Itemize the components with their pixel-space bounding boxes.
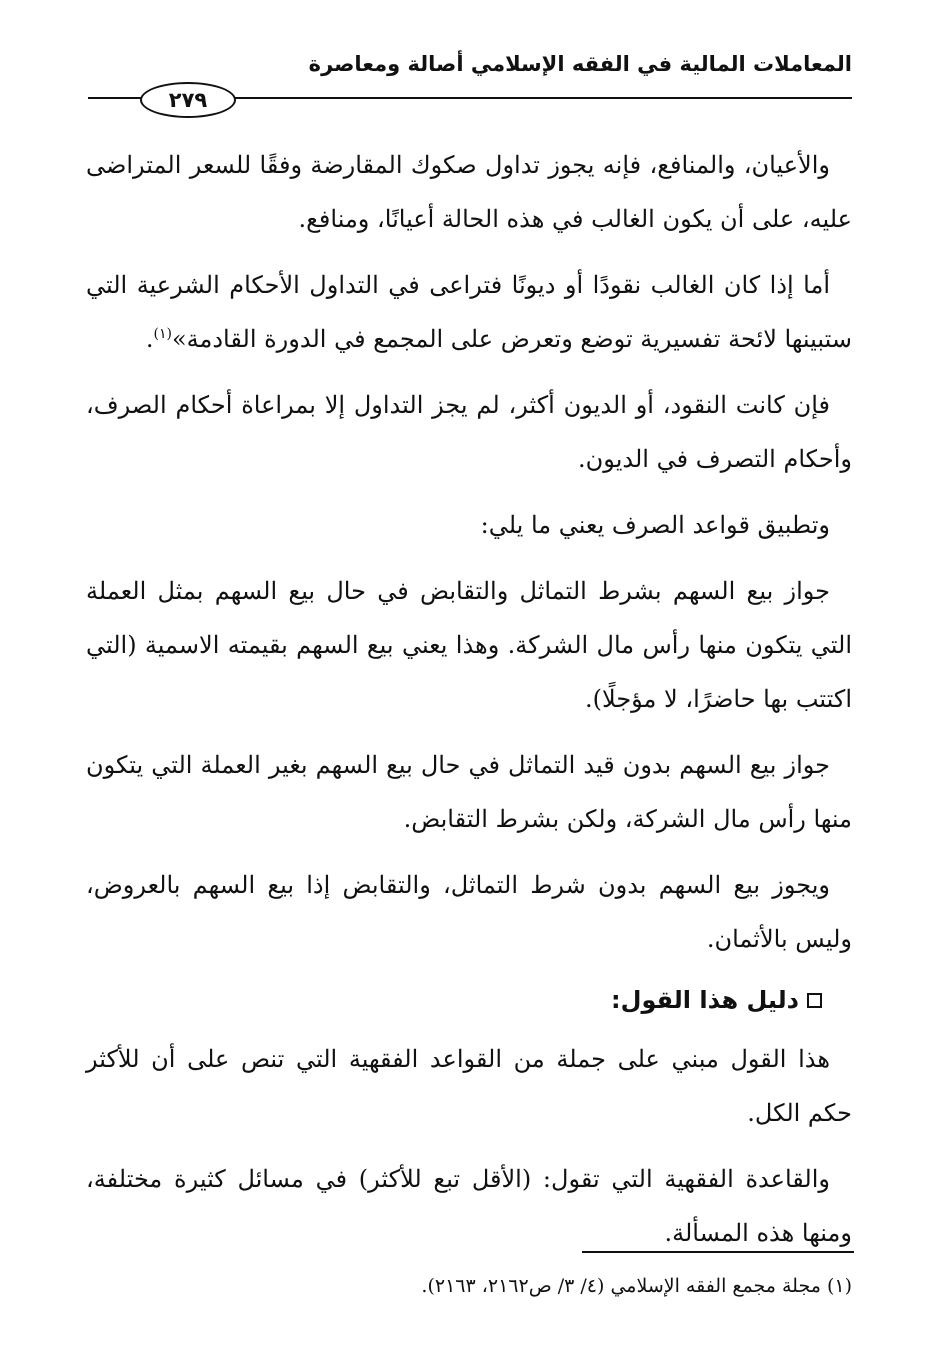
footnote-divider — [582, 1251, 854, 1253]
footnote-text: (١) مجلة مجمع الفقه الإسلامي (٤/ ٣/ ص٢١٦٢، ٢١٦٣). — [421, 1275, 852, 1297]
paragraph-5: جواز بيع السهم بشرط التماثل والتقابض في حال بيع السهم بمثل العملة التي يتكون منها رأس مال الشركة. وهذا يعني بيع السهم بقيمته الاسمية (التي اكتتب بها حاضرًا، لا مؤجلًا). — [86, 577, 852, 713]
running-header-title: المعاملات المالية في الفقه الإسلامي أصالة ومعاصرة — [308, 52, 852, 76]
square-bullet-icon — [807, 993, 822, 1008]
paragraph-2-end: . — [145, 325, 154, 353]
paragraph-4: وتطبيق قواعد الصرف يعني ما يلي: — [480, 511, 830, 539]
paragraph-1: والأعيان، والمنافع، فإنه يجوز تداول صكوك المقارضة وفقًا للسعر المتراضى عليه، على أن يكون الغالب في هذه الحالة أعيانًا، ومنافع. — [86, 151, 852, 233]
section-heading-text: دليل هذا القول: — [611, 986, 799, 1014]
paragraph-7: ويجوز بيع السهم بدون شرط التماثل، والتقابض إذا بيع السهم بالعروض، وليس بالأثمان. — [86, 871, 852, 953]
main-text — [86, 138, 852, 1272]
section-heading — [86, 978, 852, 1022]
paragraph-2 — [86, 258, 852, 366]
paragraph-3: فإن كانت النقود، أو الديون أكثر، لم يجز التداول إلا بمراعاة أحكام الصرف، وأحكام التصرف في الديون. — [86, 391, 852, 473]
paragraph-8: هذا القول مبني على جملة من القواعد الفقهية التي تنص على أن للأكثر حكم الكل. — [86, 1045, 852, 1127]
paragraph-6: جواز بيع السهم بدون قيد التماثل في حال بيع السهم بغير العملة التي يتكون منها رأس مال الشركة، ولكن بشرط التقابض. — [86, 751, 852, 833]
page-number-badge: ٢٧٩ — [140, 82, 236, 118]
paragraph-9: والقاعدة الفقهية التي تقول: (الأقل تبع للأكثر) في مسائل كثيرة مختلفة، ومنها هذه المسألة. — [86, 1165, 852, 1247]
paragraph-2-text: أما إذا كان الغالب نقودًا أو ديونًا فتراعى في التداول الأحكام الشرعية التي ستبينها لائحة تفسيرية توضع وتعرض على المجمع في الدورة القادمة» — [86, 271, 852, 353]
footnote-reference[interactable]: (١) — [153, 326, 172, 342]
